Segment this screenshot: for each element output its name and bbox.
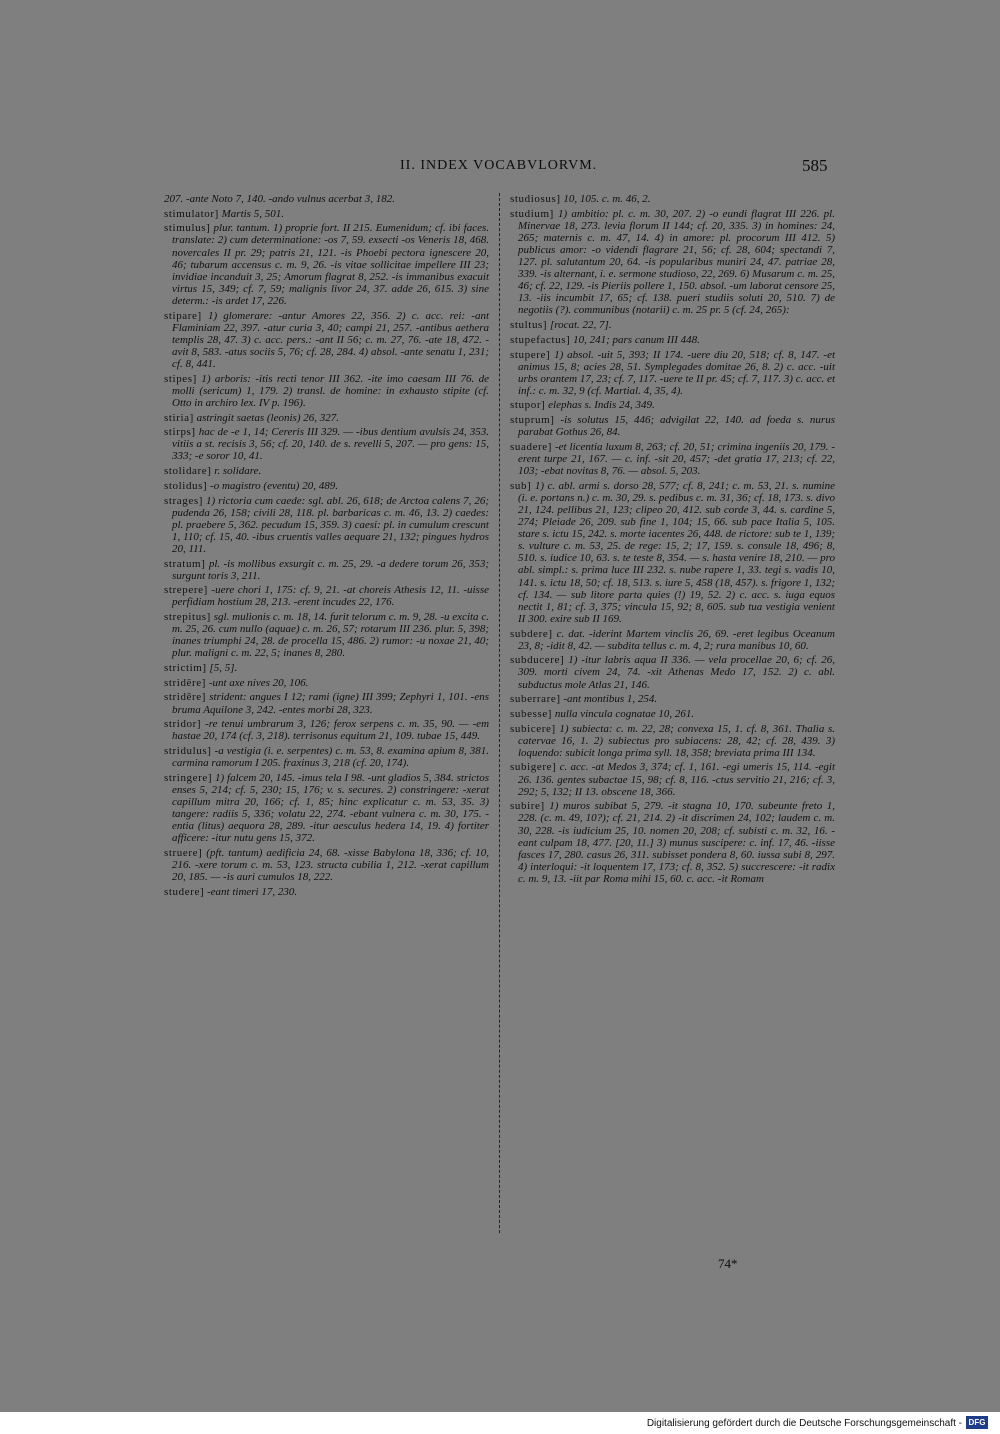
entry-headword: stimulator] bbox=[164, 207, 219, 220]
index-entry bbox=[510, 319, 835, 331]
entry-headword: subducere] bbox=[510, 654, 565, 667]
index-entry bbox=[164, 426, 489, 462]
entry-headword: subigere] bbox=[510, 761, 557, 774]
entry-headword: stupefactus] bbox=[510, 333, 571, 346]
entry-headword: subicere] bbox=[510, 722, 556, 735]
entry-text: 1) -itur labris aqua II 336. — vela procellae 20, 6; cf. 26, 309. morti civem 24, 74. -xit Athenas Medo 17, 152. 2) c. abl. subductus mole Atlas 21, 146. bbox=[518, 654, 835, 691]
index-entry bbox=[164, 662, 489, 674]
index-entry bbox=[510, 693, 835, 705]
entry-text: hac de -e 1, 14; Cereris III 329. — -ibus dentium avulsis 24, 353. vitiis a st. recisis 3, 56; cf. 20, 140. de s. revelli 5, 207. — pro gens: 15, 333; -e soror 10, 41. bbox=[172, 426, 489, 463]
index-entry bbox=[510, 708, 835, 720]
entry-headword: subesse] bbox=[510, 707, 553, 720]
index-entry bbox=[510, 480, 835, 625]
entry-text: 10, 241; pars canum III 448. bbox=[573, 333, 700, 346]
index-entry bbox=[510, 349, 835, 397]
entry-text: -uere chori 1, 175: cf. 9, 21. -at choreis Athesis 12, 11. -uisse perfidiam hostium 28, 213. -erent incudes 22, 176. bbox=[172, 584, 489, 609]
entry-headword: strages] bbox=[164, 494, 204, 507]
entry-headword: stringere] bbox=[164, 771, 213, 784]
entry-text: -o magistro (eventu) 20, 489. bbox=[210, 479, 338, 492]
entry-text: elephas s. Indis 24, 349. bbox=[548, 399, 655, 412]
entry-headword: subdere] bbox=[510, 627, 553, 640]
index-entry bbox=[164, 222, 489, 307]
entry-text: sgl. mulionis c. m. 18, 14. furit telorum c. m. 9, 28. -u excita c. m. 25, 26. cum nullo (aquae) c. m. 26, 57; rotarum III 236. plur. 5, 398; inanes triumphi 24, 28. de procella 15, 486. 2) rumor: -u noxae 21, 40; plur. maligni c. m. 22, 5; inanes 8, 280. bbox=[172, 611, 489, 660]
entry-text: plur. tantum. 1) proprie fort. II 215. Eumenidum; cf. ibi faces. translate: 2) cum determinatione: -os 7, 59. exsecti -os Veneris 18, 468. novercales II pr. 29; patris 21, 121. -is Phoebi pectora ignescere 20, 46; tubarum accensus c. m. 9, 26. -is vitae sollicitae impellere III 23; invidiae incanduit 3, 25; Amorum flagrat 8, 252. -is immanibus exacuit virtus 15, 349; cf. 7, 59; malignis livor 24, 37. adde 26, 615. 3) sine determ.: -is ardet 17, 226. bbox=[172, 222, 490, 307]
entry-text: -is solutus 15, 446; advigilat 22, 140. ad foeda s. nurus parabat Gothus 26, 84. bbox=[518, 414, 835, 439]
index-entry bbox=[164, 718, 489, 742]
entry-headword: stolidus] bbox=[164, 479, 208, 492]
index-entry bbox=[164, 691, 489, 715]
index-entry bbox=[510, 628, 835, 652]
entry-text: -eant timeri 17, 230. bbox=[206, 885, 298, 898]
entry-text: -et licentia luxum 8, 263; cf. 20, 51; crimina ingeniis 20, 179. -erent turpe 21, 167. — c. inf. -sit 20, 457; -det gratia 17, 213; cf. 22, 103; -ebat novitas 8, 76. — absol. 5, 203. bbox=[518, 440, 836, 478]
entry-text: 1) rictoria cum caede: sgl. abl. 26, 618; de Arctoa calens 7, 26; pudenda 26, 158; civili 28, 118. pl. barbaricas c. m. 46, 13. 2) caedes: pl. praebere 5, 362. pecudum 15, 359. 3) caesi: pl. in cumulum crescunt 1, 110; cf. 15, 40. -ibus cruentis valles aequare 21, 132; pingues hydros 20, 111. bbox=[172, 494, 489, 555]
entry-headword: struere] bbox=[164, 846, 203, 859]
page-number: 585 bbox=[802, 156, 828, 175]
entry-text: astringit saetas (leonis) 26, 327. bbox=[196, 411, 339, 424]
index-entry bbox=[510, 723, 835, 759]
index-entry bbox=[510, 414, 835, 438]
entry-headword: stridēre] bbox=[164, 676, 207, 689]
index-entry bbox=[510, 208, 835, 317]
entry-text: 1) subiecta: c. m. 22, 28; convexa 15, 1. cf. 8, 361. Thalia s. catervae 16, 1. 2) subiectus pro subiacens: 28, 42; cf. 28, 439. 3) loquendo: subicit longa prima syll. 18, 358; breviata prima III 134. bbox=[518, 722, 836, 759]
entry-headword: stipare] bbox=[164, 309, 202, 322]
entry-text: 1) arboris: -itis recti tenor III 362. -ite imo caesam III 76. de molli (sericum) 1, 179. 2) transl. de homine: in exhausto stipite (cf. Otto in archiro lex. IV p. 196). bbox=[172, 372, 489, 409]
entry-headword: stupere] bbox=[510, 348, 551, 361]
index-entry bbox=[164, 208, 489, 220]
index-entry bbox=[164, 886, 489, 898]
entry-headword: stimulus] bbox=[164, 222, 211, 235]
entry-headword: strepere] bbox=[164, 584, 208, 597]
entry-text: Martis 5, 501. bbox=[221, 207, 284, 220]
index-entry bbox=[164, 584, 489, 608]
entry-text: -ant montibus 1, 254. bbox=[563, 693, 658, 706]
entry-headword: sub] bbox=[510, 479, 532, 492]
entry-headword: stolidare] bbox=[164, 465, 212, 478]
page-title: II. INDEX VOCABVLORVM. bbox=[400, 158, 598, 173]
entry-headword: stratum] bbox=[164, 557, 206, 570]
footer-bar bbox=[0, 1412, 1000, 1434]
entry-text: 1) ambitio: pl. c. m. 30, 207. 2) -o eundi flagrat III 226. pl. Minervae 18, 273. levia florum II 144; cf. 20, 335. 3) in homines: 24, 265; maternis c. m. 47, 14. 4) in amore: pl. procorum III 412. 5) publicus amor: -o videndi flagrare 21, 56; cf. 28, 604; spectandi 7, 127. pl. salutantum 20, 64. -is popularibus muniri 24, 47. patriae 28, 339. -is alternant, i. e. sermone studioso, 22, 269. 6) Musarum c. m. 25, 46; cf. 22, 129. -is Pieriis pollere 1, 150. absol. -um laborat censore 25, 13. -iis incumbit 17, 65; cf. 138. pueri studiis soluti 20, 510. 7) de negotiis (?). communibus (notarii) c. m. 25 pr. 5 (cf. 24, 265): bbox=[518, 207, 835, 317]
index-entry bbox=[164, 480, 489, 492]
entry-text: -re tenui umbrarum 3, 126; ferox serpens c. m. 35, 90. — -em hastae 20, 174 (cf. 3, 218). terrisonus equitum 21, 109. tubae 15, 449. bbox=[172, 718, 490, 743]
entry-headword: strepitus] bbox=[164, 611, 211, 624]
left-column bbox=[164, 193, 489, 901]
index-entry bbox=[164, 373, 489, 409]
entry-text: 1) muros subibat 5, 279. -it stagna 10, 170. subeunte freto 1, 228. (c. m. 49, 10?); cf. 21, 214. 2) -it discrimen 24, 102; laudem c. m. 30, 228. -is iudicium 25, 10. nomen 20, 208; cf. subisti c. m. 32, 16. -eant culpam 18, 477. [20, 11.] 3) munus suscipere: c. inf. 17, 46. -iisse fasces 17, 280. casus 26, 311. subisset pondera 8, 60. iussa subi 8, 297. 4) interloqui: -it loquentem 17, 173; cf. 8, 352. 5) succrescere: -it radix c. m. 9, 13. -iit par Roma mihi 15, 60. c. acc. -it Romam bbox=[518, 800, 836, 885]
entry-headword: studere] bbox=[164, 885, 205, 898]
entry-headword: stupor] bbox=[510, 399, 546, 412]
entry-headword: strictim] bbox=[164, 662, 207, 675]
index-entry bbox=[510, 334, 835, 346]
entry-headword: studium] bbox=[510, 207, 554, 220]
entry-headword: stridor] bbox=[164, 718, 202, 731]
index-entry bbox=[510, 761, 835, 797]
column-divider bbox=[499, 193, 500, 1233]
index-entry bbox=[164, 745, 489, 769]
running-head bbox=[0, 158, 1000, 180]
entry-text: 10, 105. c. m. 46, 2. bbox=[563, 193, 651, 205]
index-entry bbox=[510, 193, 835, 205]
index-entry bbox=[164, 310, 489, 370]
index-entry bbox=[164, 847, 489, 883]
entry-text: strident: angues I 12; rami (igne) III 399; Zephyri 1, 101. -ens bruma Aquilone 3, 242. -entes morbi 28, 323. bbox=[172, 691, 490, 716]
index-entry bbox=[510, 654, 835, 690]
index-entry bbox=[164, 465, 489, 477]
index-entry bbox=[510, 399, 835, 411]
entry-text: 1) c. abl. armi s. dorso 28, 577; cf. 8, 241; c. m. 53, 21. s. numine (i. e. portans n.) c. m. 30, 29. s. pedibus c. m. 31, 36; cf. 18, 173. s. divo 21, 124. pellibus 21, 123; clipeo 20, 412. sub corde 3, 44. s. cardine 5, 274; Pleiade 26, 209. sub fine 1, 104; 15, 66. sub pace Italia 5, 105. stare s. ictu 15, 242. s. morte iacentes 26, 448. de rictore: sub te 1, 139; s. vulture c. m. 53, 25. de rege: 15, 2; 17, 159. s. consule 18, 496; 8, 510. s. iudice 10, 63. s. te teste 8, 354. — s. hasta venire 18, 210. — pro abl. simpl.: s. prima luce III 232. s. nube rapere 1, 33. tegi s. vadis 10, 141. s. ictu 18, 50; cf. 18, 513. s. iure 5, 458 (18, 457). s. frigore 1, 132; cf. 134. — sub litore parta quies (!) 19, 52. 2) c. acc. s. iuga equos nectit 1, 81; cf. 3, 375; vincula 15, 92; 8, 605. sub tua vestigia venient II 300. exire sub II 169. bbox=[518, 479, 835, 625]
footer-credit: Digitalisierung gefördert durch die Deutsche Forschungsgemeinschaft - bbox=[646, 1418, 962, 1429]
entry-text: 1) glomerare: -antur Amores 22, 356. 2) c. acc. rei: -ant Flaminiam 22, 397. -atur curia 3, 40; campi 21, 257. -antibus aethera templis 28, 47. 3) c. acc. pers.: -ant II 56; c. m. 27, 76. -ate 18, 472. -avit 8, 583. -atus sociis 5, 76; cf. 28, 284. 4) absol. -ante senatu 1, 231; cf. 8, 441. bbox=[172, 309, 490, 370]
entry-text: -unt axe nives 20, 106. bbox=[208, 676, 309, 689]
index-entry bbox=[510, 441, 835, 477]
entry-text: (pft. tantum) aedificia 24, 68. -xisse Babylona 18, 336; cf. 10, 216. -xere torum c. m. 53, 123. structa cubilia 1, 212. -xerat capillum 20, 185. — -is auri cumulos 18, 222. bbox=[172, 846, 489, 884]
entry-text: 207. -ante Noto 7, 140. -ando vulnus acerbat 3, 182. bbox=[164, 193, 395, 205]
index-entry bbox=[164, 412, 489, 424]
entry-text: pl. -is mollibus exsurgit c. m. 25, 29. -a dedere torum 26, 353; surgunt toris 3, 211. bbox=[172, 557, 490, 582]
entry-headword: studiosus] bbox=[510, 193, 561, 205]
right-column bbox=[510, 193, 835, 888]
index-entry bbox=[164, 772, 489, 845]
entry-headword: stuprum] bbox=[510, 414, 555, 427]
dfg-logo-icon: DFG bbox=[966, 1416, 988, 1429]
index-entry bbox=[164, 611, 489, 659]
entry-headword: stiria] bbox=[164, 411, 194, 424]
index-entry bbox=[164, 677, 489, 689]
entry-headword: stipes] bbox=[164, 372, 197, 385]
entry-text: 1) absol. -uit 5, 393; II 174. -uere diu 20, 518; cf. 8, 147. -et animus 15, 8; acies 28, 51. Symplegades domitae 26, 8. 2) c. acc. -uit urbs orantem 17, 23; cf. 7, 117. -uere te II pr. 45; cf. 7, 117. 3) c. acc. et inf.: c. m. 32, 9 (cf. Martial. 4, 35, 4). bbox=[518, 348, 836, 397]
entry-headword: suadere] bbox=[510, 440, 553, 453]
entry-text: [rocat. 22, 7]. bbox=[549, 319, 612, 332]
entry-headword: subire] bbox=[510, 800, 545, 813]
index-entry bbox=[164, 193, 489, 205]
index-entry bbox=[164, 558, 489, 582]
entry-text: 1) falcem 20, 145. -imus tela I 98. -unt gladios 5, 384. strictos enses 5, 214; cf. 5, 230; 15, 176; v. s. secures. 2) constringere: -xerat capillum mitra 20, 166; cf. 1, 85; hinc explicatur c. m. 53, 35. 3) tangere: radiis 5, 336; volatu 22, 274. -ebant vulnera c. m. 30, 175. -entia (litus) aequora 28, 289. -itur aesculus hedera 14, 19. 4) fortiter afficere: -itur nutu gens 15, 372. bbox=[172, 771, 490, 845]
entry-headword: stridulus] bbox=[164, 745, 212, 758]
entry-text: c. acc. -at Medos 3, 374; cf. 1, 161. -egi umeris 15, 114. -egit 26. 136. gentes subactae 15, 98; cf. 8, 116. -ctus servitio 21, 216; cf. 3, 292; 5, 132; II 13. obscene 18, 366. bbox=[518, 761, 835, 798]
entry-text: c. dat. -iderint Martem vinclis 26, 69. -eret legibus Oceanum 23, 8; -idit 8, 42. — subdita tellus c. m. 4, 2; rura manibus 10, 60. bbox=[518, 627, 836, 652]
entry-text: r. solidare. bbox=[214, 465, 262, 478]
entry-headword: stridēre] bbox=[164, 691, 207, 704]
index-entry bbox=[164, 495, 489, 555]
entry-text: [5, 5]. bbox=[209, 662, 238, 675]
entry-headword: stirps] bbox=[164, 426, 196, 439]
entry-headword: suberrare] bbox=[510, 693, 561, 706]
entry-text: nulla vincula cognatae 10, 261. bbox=[554, 707, 695, 720]
signature-mark: 74* bbox=[718, 1256, 738, 1271]
entry-headword: stultus] bbox=[510, 319, 548, 332]
index-entry bbox=[510, 800, 835, 885]
entry-text: -a vestigia (i. e. serpentes) c. m. 53, 8. examina apium 8, 381. carmina ramorum I 205. fraxinus 3, 218 (cf. 20, 174). bbox=[172, 745, 490, 770]
